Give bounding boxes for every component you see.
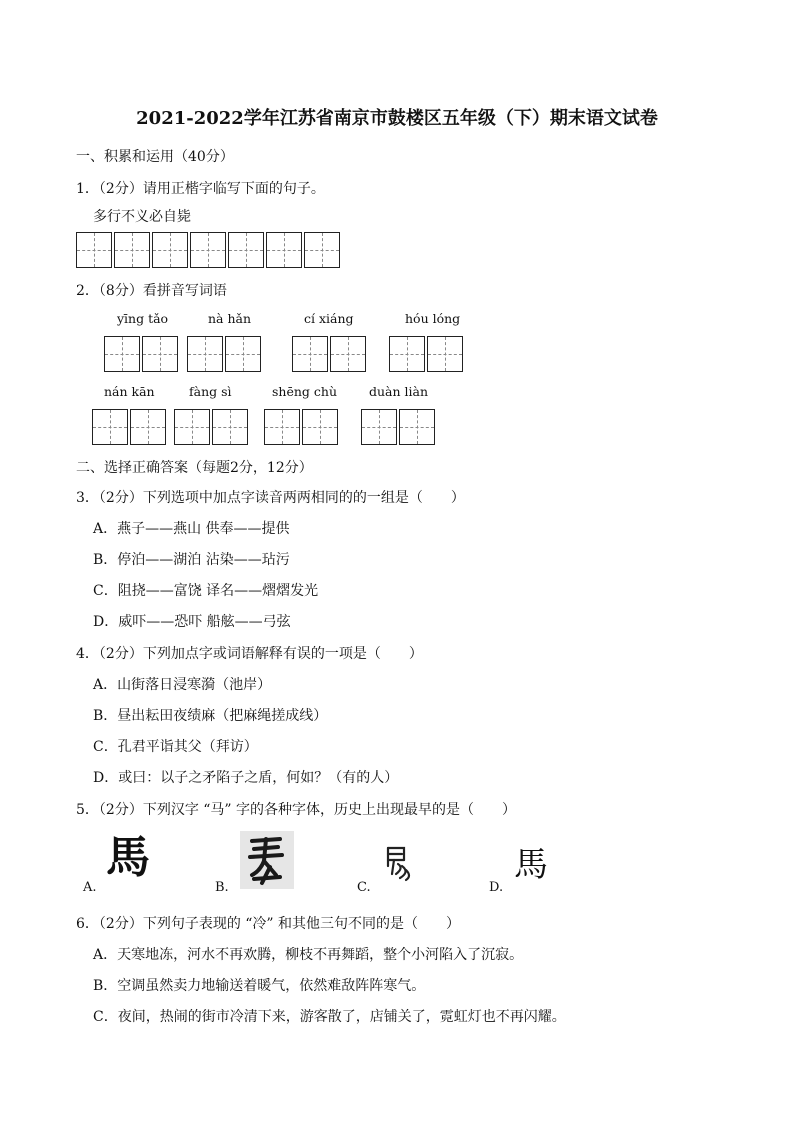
writing-cell[interactable]	[304, 232, 340, 268]
section-heading-2: 二、选择正确答案（每题2分，12分）	[76, 460, 313, 476]
pinyin-1: yīng tǎo	[117, 311, 169, 326]
pinyin-3: cí xiáng	[304, 311, 354, 326]
q4-option-b: B．昼出耘田夜绩麻（把麻绳搓成线）	[93, 708, 328, 724]
q3-option-a: A．燕子——燕山 供奉——提供	[93, 521, 290, 537]
q5-glyph-a-regular-script: 馬	[106, 832, 150, 883]
question-1-sentence: 多行不义必自毙	[93, 209, 191, 225]
pinyin-4: hóu lóng	[405, 311, 461, 326]
writing-cell[interactable]	[174, 409, 210, 445]
writing-cell[interactable]	[104, 336, 140, 372]
q3-option-c: C．阻挠——富饶 译名——熠熠发光	[93, 583, 319, 599]
q5-label-a: A.	[83, 880, 97, 895]
q4-option-c: C．孔君平诣其父（拜访）	[93, 739, 258, 755]
page-title: 2021-2022学年江苏省南京市鼓楼区五年级（下）期末语文试卷	[136, 108, 658, 129]
writing-cell[interactable]	[330, 336, 366, 372]
word-grid-6	[174, 409, 248, 445]
q6-option-c: C．夜间，热闹的街市冷清下来，游客散了，店铺关了，霓虹灯也不再闪耀。	[93, 1009, 566, 1025]
q6-option-a: A．天寒地冻，河水不再欢腾，柳枝不再舞蹈，整个小河陷入了沉寂。	[93, 947, 524, 963]
writing-cell[interactable]	[361, 409, 397, 445]
q4-option-a: A．山街落日浸寒漪（池岸）	[93, 677, 272, 693]
q5-glyph-d-clerical-script: 馬	[514, 845, 548, 885]
writing-cell[interactable]	[264, 409, 300, 445]
word-grid-7	[264, 409, 338, 445]
writing-cell[interactable]	[389, 336, 425, 372]
writing-cell[interactable]	[130, 409, 166, 445]
pinyin-6: fàng sì	[189, 384, 232, 399]
pinyin-8: duàn liàn	[369, 384, 429, 399]
writing-cell[interactable]	[114, 232, 150, 268]
question-6-stem: 6．（2分）下列句子表现的 “冷” 和其他三句不同的是（ ）	[76, 916, 461, 932]
writing-cell[interactable]	[76, 232, 112, 268]
writing-cell[interactable]	[212, 409, 248, 445]
q5-glyph-c-seal-script	[384, 844, 414, 882]
writing-cell[interactable]	[92, 409, 128, 445]
writing-cell[interactable]	[142, 336, 178, 372]
word-grid-2	[187, 336, 261, 372]
writing-cell[interactable]	[152, 232, 188, 268]
writing-cell[interactable]	[187, 336, 223, 372]
writing-cell[interactable]	[266, 232, 302, 268]
question-3-stem: 3．（2分）下列选项中加点字读音两两相同的的一组是（ ）	[76, 490, 465, 506]
section-heading-1: 一、积累和运用（40分）	[76, 149, 234, 165]
q5-label-c: C.	[357, 880, 371, 895]
q6-option-b: B．空调虽然卖力地输送着暖气，依然难敌阵阵寒气。	[93, 978, 426, 994]
q5-glyph-b-oracle-bone	[240, 831, 294, 889]
word-grid-4	[389, 336, 463, 372]
q4-option-d: D．或曰：以子之矛陷子之盾，何如？（有的人）	[93, 770, 399, 786]
writing-cell[interactable]	[225, 336, 261, 372]
writing-cell[interactable]	[399, 409, 435, 445]
pinyin-2: nà hǎn	[208, 311, 252, 326]
writing-cell[interactable]	[302, 409, 338, 445]
writing-cell[interactable]	[292, 336, 328, 372]
q5-label-b: B.	[215, 880, 229, 895]
question-4-stem: 4．（2分）下列加点字或词语解释有误的一项是（ ）	[76, 646, 423, 662]
q3-option-b: B．停泊——湖泊 沾染——玷污	[93, 552, 290, 568]
writing-grid-q1	[76, 232, 340, 268]
question-5-stem: 5．（2分）下列汉字 “马” 字的各种字体，历史上出现最早的是（ ）	[76, 802, 517, 818]
pinyin-5: nán kān	[104, 384, 155, 399]
word-grid-1	[104, 336, 178, 372]
pinyin-7: shēng chù	[272, 384, 337, 399]
q3-option-d: D．威吓——恐吓 船舷——弓弦	[93, 614, 291, 630]
writing-cell[interactable]	[228, 232, 264, 268]
word-grid-3	[292, 336, 366, 372]
q5-label-d: D.	[489, 880, 504, 895]
word-grid-8	[361, 409, 435, 445]
word-grid-5	[92, 409, 166, 445]
writing-cell[interactable]	[190, 232, 226, 268]
question-2-stem: 2．（8分）看拼音写词语	[76, 283, 227, 299]
question-1-stem: 1．（2分）请用正楷字临写下面的句子。	[76, 181, 325, 197]
writing-cell[interactable]	[427, 336, 463, 372]
